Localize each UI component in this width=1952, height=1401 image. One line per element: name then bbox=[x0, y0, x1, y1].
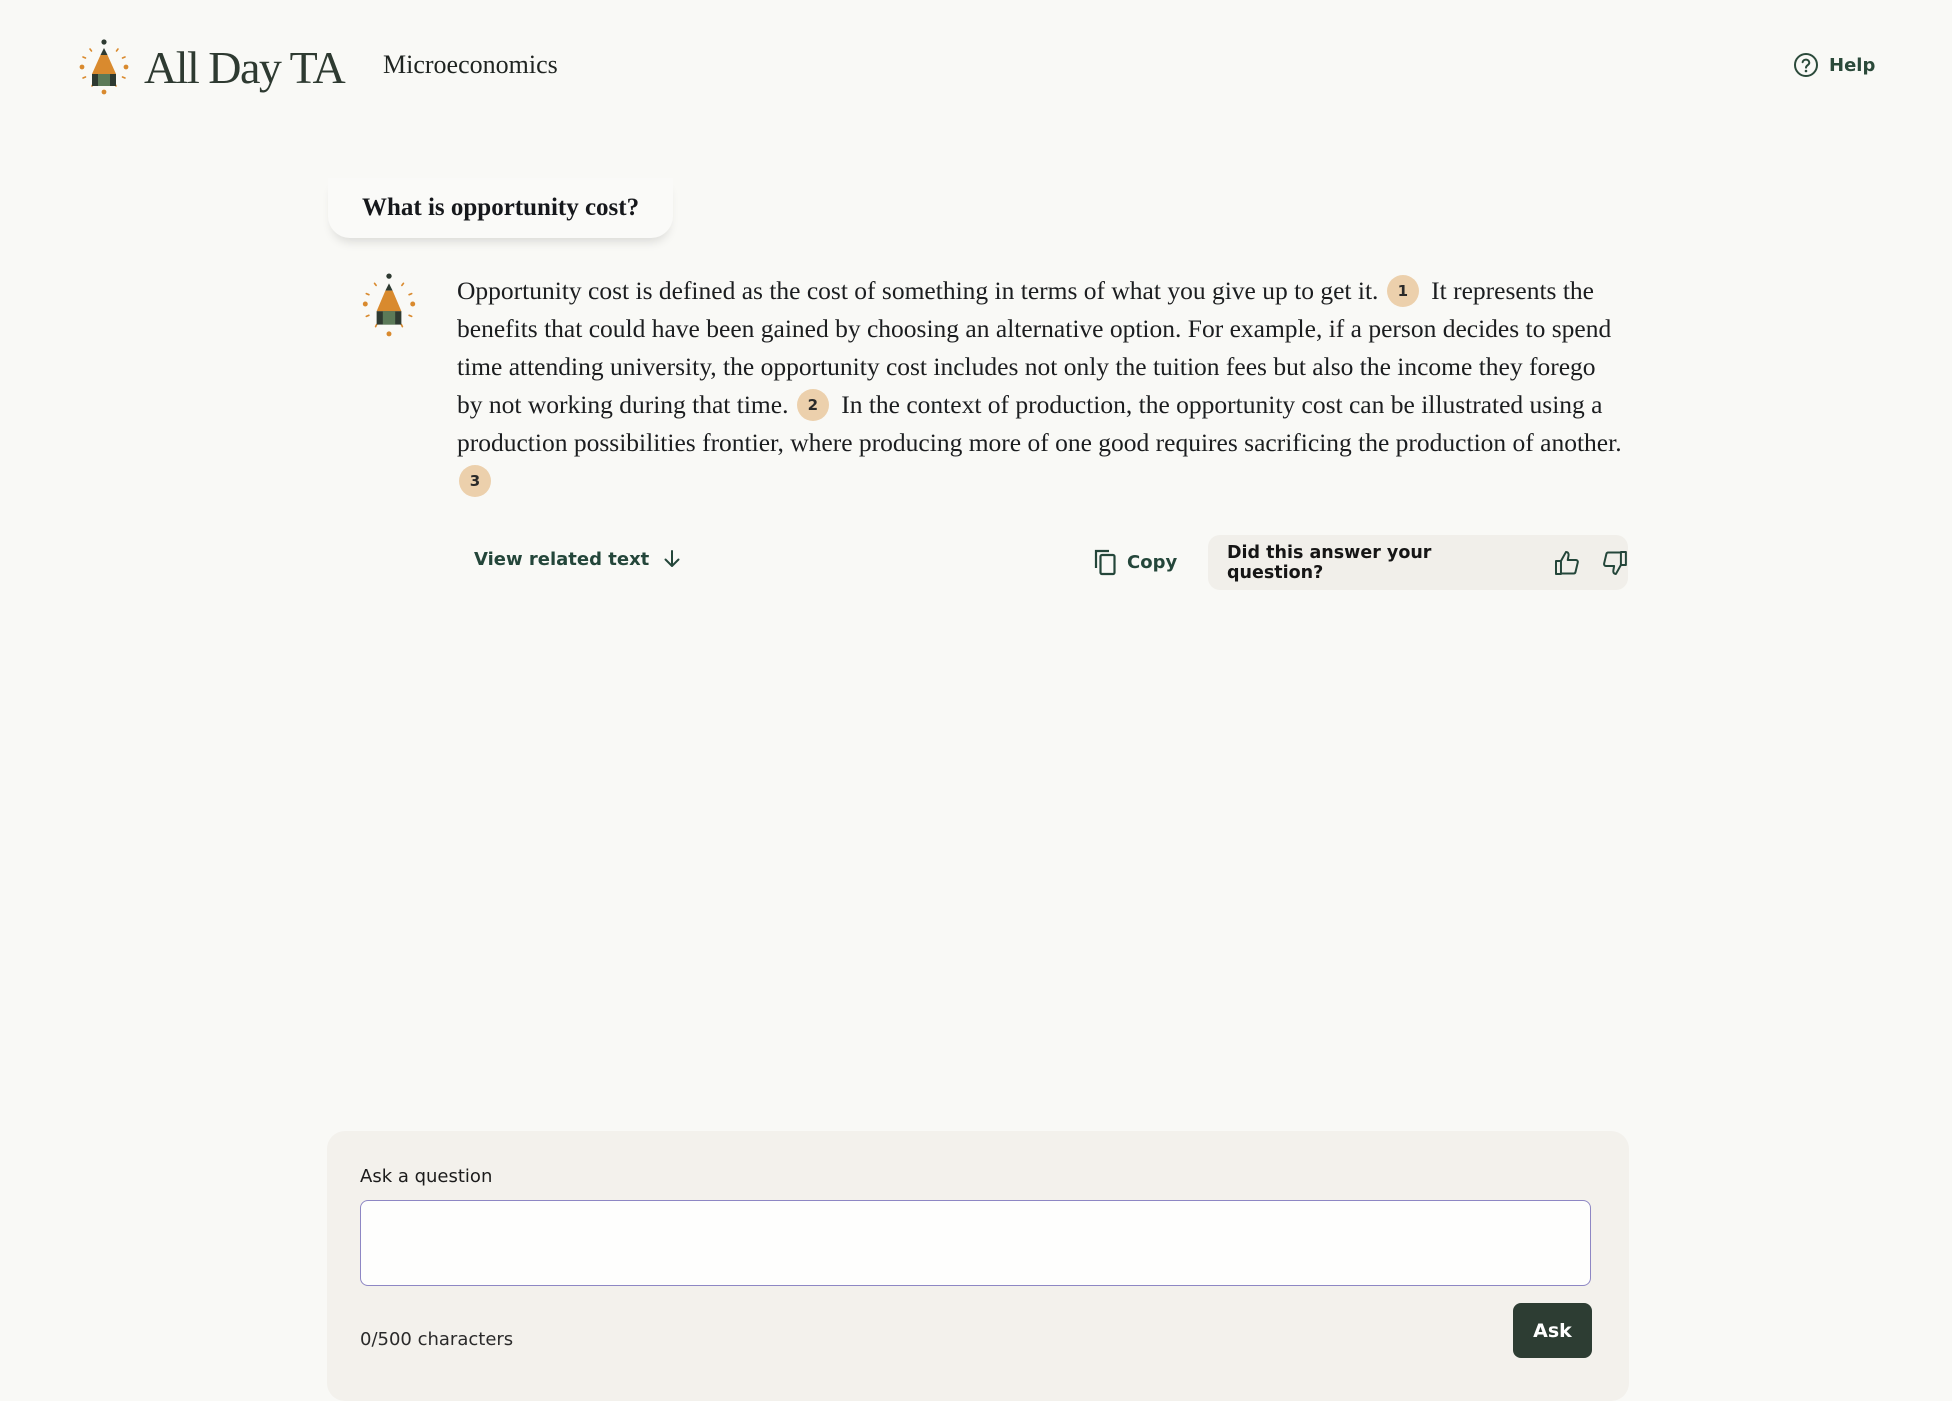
copy-label: Copy bbox=[1127, 551, 1178, 573]
user-question-bubble bbox=[328, 178, 673, 238]
help-label: Help bbox=[1829, 54, 1876, 76]
question-circle-icon bbox=[1793, 52, 1819, 78]
thumbs-down-icon[interactable] bbox=[1602, 550, 1628, 576]
user-question-text: What is opportunity cost? bbox=[362, 194, 640, 221]
arrow-down-icon bbox=[661, 548, 683, 570]
brand-wordmark: All Day TA bbox=[144, 41, 345, 93]
citation-badge[interactable]: 3 bbox=[459, 465, 491, 497]
pencil-sunburst-icon bbox=[76, 38, 132, 96]
answer-text bbox=[457, 272, 1627, 500]
feedback-prompt: Did this answer your question? bbox=[1227, 542, 1432, 583]
ask-button[interactable]: Ask bbox=[1513, 1303, 1592, 1358]
pencil-sunburst-icon bbox=[360, 272, 418, 338]
question-input[interactable] bbox=[360, 1200, 1591, 1286]
thumbs-up-icon[interactable] bbox=[1554, 550, 1580, 576]
citation-badge[interactable]: 1 bbox=[1387, 275, 1419, 307]
view-related-text-button[interactable] bbox=[474, 548, 683, 570]
copy-button[interactable] bbox=[1093, 548, 1177, 576]
feedback-bar bbox=[1208, 535, 1628, 590]
ask-question-label: Ask a question bbox=[360, 1166, 493, 1187]
view-related-label: View related text bbox=[474, 548, 650, 570]
course-title: Microeconomics bbox=[383, 50, 558, 79]
citation-badge[interactable]: 2 bbox=[797, 389, 829, 421]
help-button[interactable] bbox=[1793, 52, 1875, 78]
character-count: 0/500 characters bbox=[360, 1329, 514, 1350]
logo[interactable] bbox=[76, 38, 344, 96]
answer-segment: Opportunity cost is defined as the cost of something in terms of what you give up to get it. bbox=[457, 276, 1379, 305]
ask-question-panel bbox=[327, 1131, 1629, 1401]
answer-segment: In the context of production, the opportunity cost can be illustrated using a production possibilities frontier, where producing more of one good requires sacrificing the production of another. bbox=[457, 390, 1622, 457]
copy-icon bbox=[1093, 548, 1117, 576]
answer-segment: It represents the benefits that could have been gained by choosing an alternative option. For example, if a person decides to spend time attending university, the opportunity cost includes not only the tuition fees but also the income they forego by not working during that time. bbox=[457, 276, 1612, 419]
